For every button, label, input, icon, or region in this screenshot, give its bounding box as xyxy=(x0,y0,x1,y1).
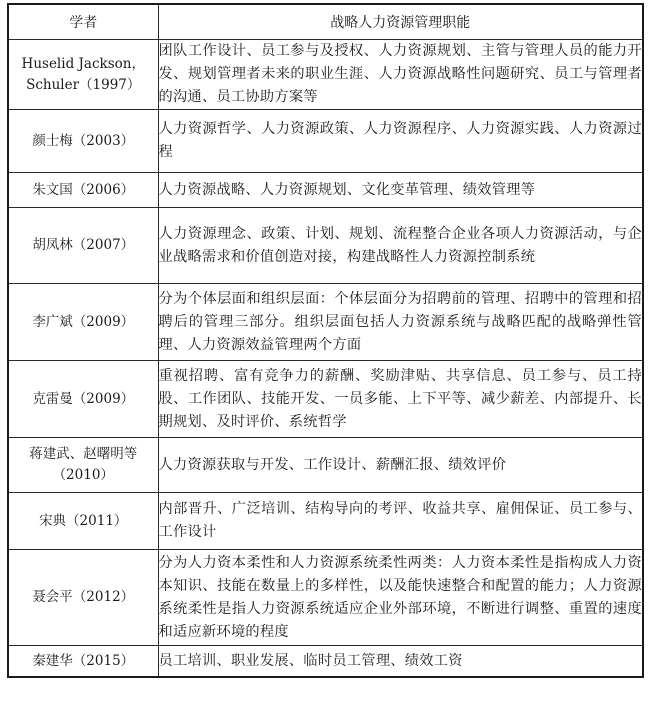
scholar-cell: 聂会平（2012） xyxy=(8,550,158,646)
scholar-cell: 宋典（2011） xyxy=(8,493,158,550)
table-row xyxy=(8,361,643,438)
table-row xyxy=(8,438,643,493)
scholar-cell: 颜士梅（2003） xyxy=(8,110,158,173)
strategic-hrm-functions-table xyxy=(7,3,644,678)
function-cell: 人力资源理念、政策、计划、规划、流程整合企业各项人力资源活动，与企业战略需求和价值创造对接，构建战略性人力资源控制系统 xyxy=(158,208,643,284)
scholar-cell: 李广斌（2009） xyxy=(8,284,158,361)
function-cell: 内部晋升、广泛培训、结构导向的考评、收益共享、雇佣保证、员工参与、工作设计 xyxy=(158,493,643,550)
function-cell: 员工培训、职业发展、临时员工管理、绩效工资 xyxy=(158,646,643,678)
header-scholar: 学者 xyxy=(8,4,158,40)
scholar-cell: 秦建华（2015） xyxy=(8,646,158,678)
table-row xyxy=(8,173,643,208)
table-row xyxy=(8,646,643,678)
function-cell: 人力资源哲学、人力资源政策、人力资源程序、人力资源实践、人力资源过程 xyxy=(158,110,643,173)
table-row xyxy=(8,40,643,110)
table-row xyxy=(8,110,643,173)
function-cell: 人力资源战略、人力资源规划、文化变革管理、绩效管理等 xyxy=(158,173,643,208)
function-cell: 分为个体层面和组织层面：个体层面分为招聘前的管理、招聘中的管理和招聘后的管理三部分。组织层面包括人力资源系统与战略匹配的战略弹性管理、人力资源效益管理两个方面 xyxy=(158,284,643,361)
scholar-cell xyxy=(8,40,158,110)
function-cell: 人力资源获取与开发、工作设计、薪酬汇报、绩效评价 xyxy=(158,438,643,493)
scholar-cell: 蒋建武、赵曙明等（2010） xyxy=(8,438,158,493)
function-cell: 重视招聘、富有竞争力的薪酬、奖励津贴、共享信息、员工参与、员工持股、工作团队、技能开发、一员多能、上下平等、减少薪差、内部提升、长期规划、及时评价、系统哲学 xyxy=(158,361,643,438)
scholar-cell: 克雷曼（2009） xyxy=(8,361,158,438)
header-row xyxy=(8,4,643,40)
header-function: 战略人力资源管理职能 xyxy=(158,4,643,40)
function-cell: 团队工作设计、员工参与及授权、人力资源规划、主管与管理人员的能力开发、规划管理者未来的职业生涯、人力资源战略性问题研究、员工与管理者的沟通、员工协助方案等 xyxy=(158,40,643,110)
table-row xyxy=(8,208,643,284)
scholar-cell: 胡凤林（2007） xyxy=(8,208,158,284)
function-cell: 分为人力资本柔性和人力资源系统柔性两类：人力资本柔性是指构成人力资本知识、技能在数量上的多样性，以及能快速整合和配置的能力；人力资源系统柔性是指人力资源系统适应企业外部环境，不断进行调整、重置的速度和适应新环境的程度 xyxy=(158,550,643,646)
table-row xyxy=(8,284,643,361)
scholar-name: Huselid Jackson，Schuler（1997） xyxy=(21,55,145,93)
table-row xyxy=(8,550,643,646)
scholar-cell: 朱文国（2006） xyxy=(8,173,158,208)
table-row xyxy=(8,493,643,550)
